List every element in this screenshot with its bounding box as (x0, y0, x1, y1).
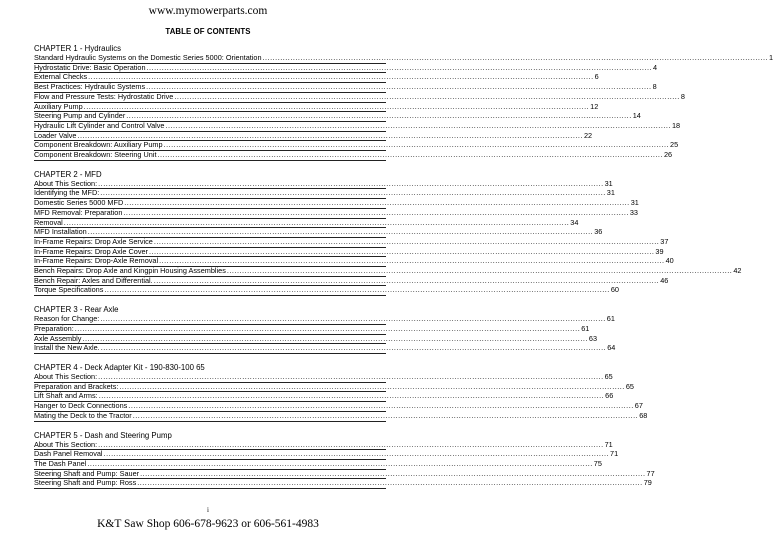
toc-entry-page: 64 (607, 343, 616, 353)
toc-entry-page: 31 (606, 188, 615, 198)
toc-entry-page: 42 (733, 266, 742, 276)
chapter-heading: CHAPTER 4 - Deck Adapter Kit - 190-830-100 65 (34, 362, 205, 372)
dot-leader: ........................................................................................................................................................................................................ (104, 285, 610, 295)
toc-entry-page: 22 (583, 130, 593, 140)
chapter-section (34, 430, 655, 490)
chapter-section (34, 305, 616, 354)
toc-entry-title: Bench Repair: Axles and Differential. (34, 275, 153, 285)
dot-leader: ........................................................................................................................................................................................................ (98, 391, 605, 401)
chapter-heading: CHAPTER 2 - MFD (34, 169, 102, 179)
toc-entry-title: MFD Installation (34, 227, 87, 237)
toc-entry-title: In-Frame Repairs: Drop Axle Cover (34, 246, 148, 256)
toc-entry-title: Steering Pump and Cylinder (34, 111, 126, 121)
toc-entry-title: Identifying the MFD: (34, 188, 100, 198)
toc-entry-title: Auxiliary Pump (34, 101, 83, 111)
dot-leader: ........................................................................................................................................................................................................ (100, 314, 606, 324)
toc-entry-title: External Checks (34, 72, 88, 82)
dot-leader: ........................................................................................................................................................................................................ (165, 120, 671, 130)
dot-leader: ........................................................................................................................................................................................................ (137, 478, 643, 488)
page-title: TABLE OF CONTENTS (165, 27, 251, 36)
toc-entry-title: About This Section: (34, 371, 98, 381)
dot-leader: ........................................................................................................................................................................................................ (174, 91, 680, 101)
dot-leader: ........................................................................................................................................................................................................ (153, 236, 660, 246)
toc-entry-page: 61 (606, 314, 615, 324)
toc-entry-page: 4 (653, 62, 658, 72)
toc-entry-page: 8 (652, 82, 657, 92)
toc-entry-title: Axle Assembly (34, 333, 82, 343)
toc-entry-title: About This Section: (34, 439, 98, 449)
toc-entry-title: Hanger to Deck Connections (34, 401, 128, 411)
toc-entry-title: MFD Removal: Preparation (34, 207, 123, 217)
dot-leader: ........................................................................................................................................................................................................ (98, 371, 604, 381)
toc-entry-page: 63 (588, 333, 598, 343)
dot-leader: ........................................................................................................................................................................................................ (163, 140, 670, 150)
dot-leader: ........................................................................................................................................................................................................ (146, 62, 652, 72)
toc-entry-page: 71 (604, 439, 613, 449)
toc-entry-page: 71 (610, 449, 619, 459)
toc-entry-page: 31 (604, 178, 613, 188)
footer-contact: K&T Saw Shop 606-678-9623 or 606-561-4983 (97, 518, 319, 530)
toc-entry-title: Removal (34, 217, 63, 227)
toc-entry-title: Preparation and Brackets: (34, 381, 119, 391)
dot-leader: ........................................................................................................................................................................................................ (87, 227, 594, 237)
toc-entry-page: 33 (629, 207, 638, 217)
dot-leader: ........................................................................................................................................................................................................ (159, 256, 665, 266)
dot-leader: ........................................................................................................................................................................................................ (262, 53, 768, 62)
toc-entry-page: 8 (680, 91, 685, 101)
toc-entry-page: 12 (590, 101, 599, 111)
chapter-section (34, 362, 648, 422)
toc-entry (34, 343, 616, 354)
dot-leader: ........................................................................................................................................................................................................ (153, 275, 660, 285)
toc-entry-page: 1 (769, 53, 773, 62)
toc-entry-page: 14 (632, 111, 641, 121)
dot-leader: ........................................................................................................................................................................................................ (100, 343, 607, 353)
dot-leader: ........................................................................................................................................................................................................ (83, 101, 590, 111)
toc-entry-page: 79 (643, 478, 652, 488)
dot-leader: ........................................................................................................................................................................................................ (226, 266, 733, 276)
toc-entry-title: Component Breakdown: Auxiliary Pump (34, 140, 163, 150)
toc-entry-page: 65 (625, 381, 634, 391)
dot-leader: ........................................................................................................................................................................................................ (148, 246, 655, 256)
toc-entry-page: 6 (594, 72, 599, 82)
dot-leader: ........................................................................................................................................................................................................ (100, 188, 606, 198)
chapter-section (34, 44, 773, 161)
toc-entry-title: Domestic Series 5000 MFD (34, 198, 124, 208)
toc-entry-title: Torque Specifications (34, 285, 104, 295)
toc-entry-title: Dash Panel Removal (34, 449, 103, 459)
dot-leader: ........................................................................................................................................................................................................ (63, 217, 570, 227)
toc-entry-title: Install the New Axle. (34, 343, 100, 353)
toc-entry-page: 60 (610, 285, 619, 295)
dot-leader: ........................................................................................................................................................................................................ (128, 401, 634, 411)
toc-entry (34, 410, 648, 422)
toc-entry-title: About This Section: (34, 178, 98, 188)
toc-entry (34, 285, 619, 296)
toc-entry (34, 150, 673, 161)
toc-entry-title: Lift Shaft and Arms: (34, 391, 98, 401)
toc-entry-title: Loader Valve (34, 130, 77, 140)
toc-entry-page: 40 (665, 256, 674, 266)
toc-entry-title: Standard Hydraulic Systems on the Domestic Series 5000: Orientation (34, 53, 262, 62)
toc-entry-title: Best Practices: Hydraulic Systems (34, 82, 146, 92)
toc-entry-title: In-Frame Repairs: Drop Axle Service (34, 236, 153, 246)
dot-leader: ........................................................................................................................................................................................................ (98, 439, 604, 449)
toc-entry-page: 67 (634, 401, 643, 411)
toc-entry-title: Flow and Pressure Tests: Hydrostatic Drive (34, 91, 174, 101)
dot-leader: ........................................................................................................................................................................................................ (87, 458, 593, 468)
toc-entry-page: 18 (671, 120, 681, 130)
toc-entry-page: 68 (639, 410, 648, 420)
dot-leader: ........................................................................................................................................................................................................ (124, 198, 630, 208)
toc-entry-page: 46 (660, 275, 669, 285)
toc-entry-page: 77 (646, 468, 655, 478)
dot-leader: ........................................................................................................................................................................................................ (123, 207, 629, 217)
dot-leader: ........................................................................................................................................................................................................ (82, 333, 588, 343)
toc-entry-title: Hydraulic Lift Cylinder and Control Valve (34, 120, 165, 130)
dot-leader: ........................................................................................................................................................................................................ (146, 82, 652, 92)
toc-entry-page: 26 (663, 150, 673, 160)
toc-entry-title: Mating the Deck to the Tractor (34, 410, 132, 420)
toc-entry-title: In-Frame Repairs: Drop-Axle Removal (34, 256, 159, 266)
dot-leader: ........................................................................................................................................................................................................ (157, 150, 663, 160)
dot-leader: ........................................................................................................................................................................................................ (126, 111, 632, 121)
dot-leader: ........................................................................................................................................................................................................ (88, 72, 594, 82)
dot-leader: ........................................................................................................................................................................................................ (103, 449, 610, 459)
toc-entry-page: 66 (605, 391, 614, 401)
chapter-section (34, 169, 742, 296)
toc-entry (34, 478, 652, 489)
dot-leader: ........................................................................................................................................................................................................ (119, 381, 625, 391)
toc-entry-title: Preparation: (34, 323, 74, 333)
toc-entry-title: The Dash Panel (34, 458, 87, 468)
toc-entry-title: Hydrostatic Drive: Basic Operation (34, 62, 146, 72)
toc-entry-title: Reason for Change: (34, 314, 100, 324)
dot-leader: ........................................................................................................................................................................................................ (74, 323, 581, 333)
toc-entry-page: 31 (630, 198, 639, 208)
toc-entry-title: Bench Repairs: Drop Axle and Kingpin Housing Assemblies (34, 266, 226, 276)
dot-leader: ........................................................................................................................................................................................................ (77, 130, 583, 140)
chapter-heading: CHAPTER 1 - Hydraulics (34, 44, 122, 53)
toc-entry-page: 34 (570, 217, 579, 227)
dot-leader: ........................................................................................................................................................................................................ (98, 178, 604, 188)
toc-entry-page: 61 (581, 323, 590, 333)
toc-entry-title: Component Breakdown: Steering Unit (34, 150, 157, 160)
toc-entry-title: Steering Shaft and Pump: Ross (34, 478, 137, 488)
toc-entry-page: 65 (604, 371, 613, 381)
chapter-heading: CHAPTER 5 - Dash and Steering Pump (34, 430, 172, 440)
dot-leader: ........................................................................................................................................................................................................ (140, 468, 646, 478)
chapter-heading: CHAPTER 3 - Rear Axle (34, 305, 119, 315)
toc-entry-page: 37 (660, 236, 669, 246)
dot-leader: ........................................................................................................................................................................................................ (132, 410, 639, 420)
toc-entry-title: Steering Shaft and Pump: Sauer (34, 468, 140, 478)
toc-entry-page: 25 (670, 140, 679, 150)
table-of-contents (34, 44, 773, 498)
toc-entry-page: 75 (593, 458, 602, 468)
header-url: www.mymowerparts.com (148, 5, 268, 17)
page-number: i (207, 506, 209, 514)
toc-entry-page: 39 (655, 246, 664, 256)
toc-entry-page: 36 (594, 227, 603, 237)
